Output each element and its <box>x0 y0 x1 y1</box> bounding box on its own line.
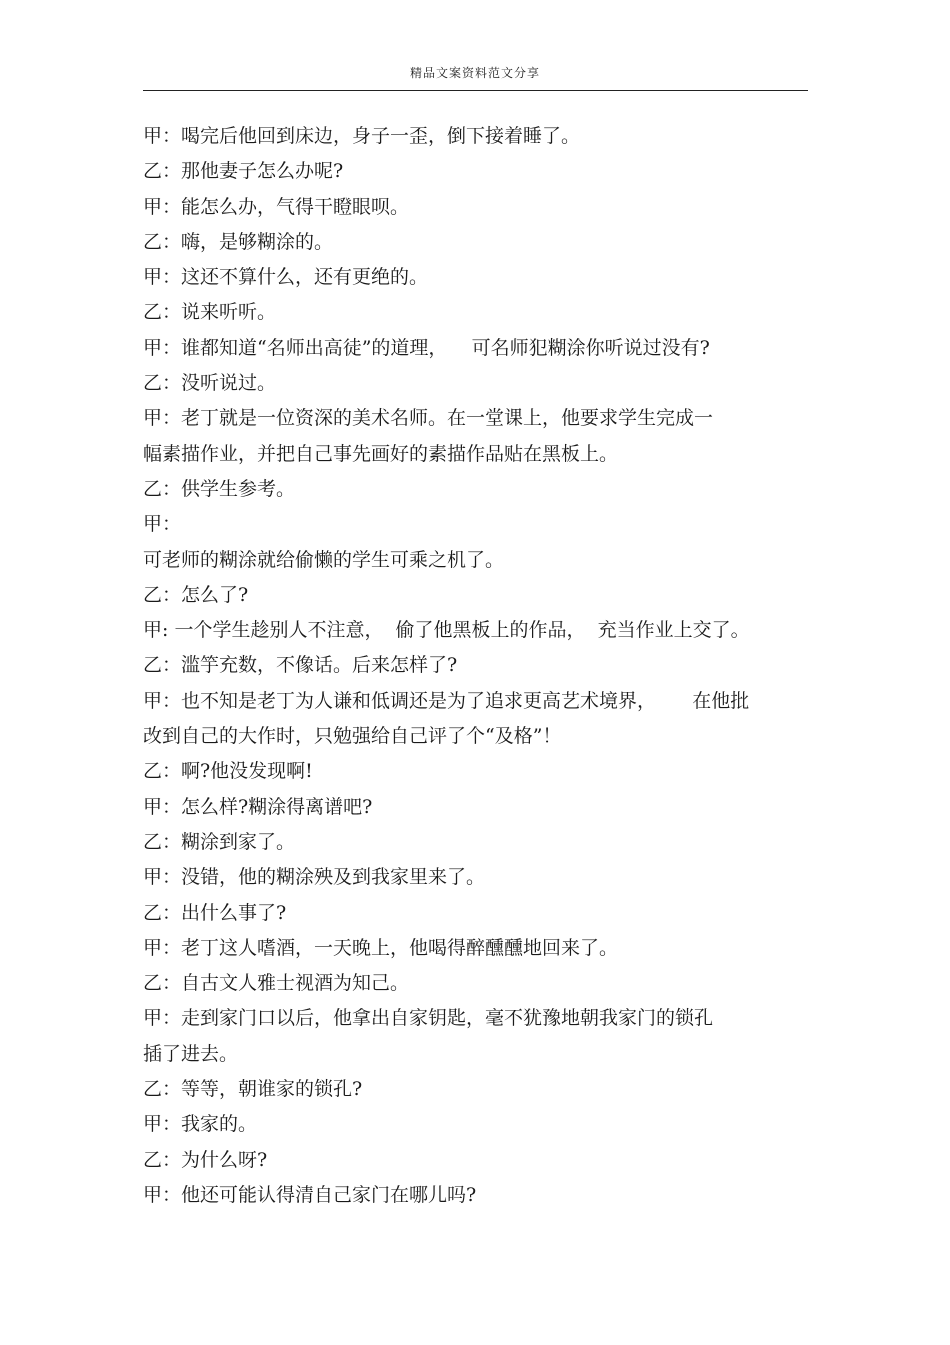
dialogue-line: 甲： <box>143 513 182 536</box>
dialogue-line: 乙：滥竽充数，不像话。后来怎样了? <box>143 654 458 677</box>
dialogue-line: 可老师的糊涂就给偷懒的学生可乘之机了。 <box>143 548 505 571</box>
dialogue-line: 甲：也不知是老丁为人谦和低调还是为了追求更高艺术境界， 在他批 <box>143 689 750 712</box>
dialogue-line: 甲：他还可能认得清自己家门在哪儿吗? <box>143 1183 477 1206</box>
dialogue-line: 乙：出什么事了? <box>143 901 287 924</box>
page-header: 精品文案资料范文分享 <box>409 66 540 80</box>
dialogue-line: 插了进去。 <box>143 1042 239 1065</box>
dialogue-line: 甲：没错，他的糊涂殃及到我家里来了。 <box>143 866 486 889</box>
dialogue-line: 幅素描作业，并把自己事先画好的素描作品贴在黑板上。 <box>143 442 619 465</box>
dialogue-line: 乙：等等，朝谁家的锁孔? <box>143 1078 363 1101</box>
dialogue-line: 乙：没听说过。 <box>143 372 277 395</box>
dialogue-line: 乙：啊?他没发现啊! <box>143 760 313 783</box>
dialogue-line: 乙：自古文人雅士视酒为知己。 <box>143 972 410 995</box>
dialogue-line: 甲：喝完后他回到床边，身子一歪，倒下接着睡了。 <box>143 125 581 147</box>
dialogue-line: 甲：这还不算什么，还有更绝的。 <box>143 266 429 289</box>
dialogue-line: 乙：怎么了? <box>143 583 249 606</box>
dialogue-line: 甲：我家的。 <box>143 1113 258 1136</box>
header-divider <box>143 90 808 91</box>
dialogue-line: 乙：供学生参考。 <box>143 477 296 500</box>
dialogue-line: 甲：老丁这人嗜酒，一天晚上，他喝得醉醺醺地回来了。 <box>143 936 619 959</box>
dialogue-line: 乙：说来听听。 <box>143 301 277 324</box>
dialogue-line: 乙：为什么呀? <box>143 1148 268 1171</box>
dialogue-line: 乙：嗨，是够糊涂的。 <box>143 230 334 253</box>
dialogue-line: 甲：能怎么办，气得干瞪眼呗。 <box>143 195 410 218</box>
dialogue-body <box>143 119 808 1213</box>
dialogue-line: 改到自己的大作时，只勉强给自己评了个“及格”！ <box>143 725 562 748</box>
dialogue-line: 乙：糊涂到家了。 <box>143 830 296 853</box>
dialogue-line: 甲：谁都知道“名师出高徒”的道理， 可名师犯糊涂你听说过没有? <box>143 336 710 359</box>
dialogue-line: 甲：怎么样?糊涂得离谱吧? <box>143 795 373 818</box>
dialogue-line: 甲：老丁就是一位资深的美术名师。在一堂课上，他要求学生完成一 <box>143 407 714 430</box>
dialogue-line: 乙：那他妻子怎么办呢? <box>143 160 344 183</box>
dialogue-line: 甲：走到家门口以后，他拿出自家钥匙，毫不犹豫地朝我家门的锁孔 <box>143 1007 714 1030</box>
dialogue-line: 甲: 一个学生趁别人不注意， 偷了他黑板上的作品， 充当作业上交了。 <box>143 619 750 642</box>
